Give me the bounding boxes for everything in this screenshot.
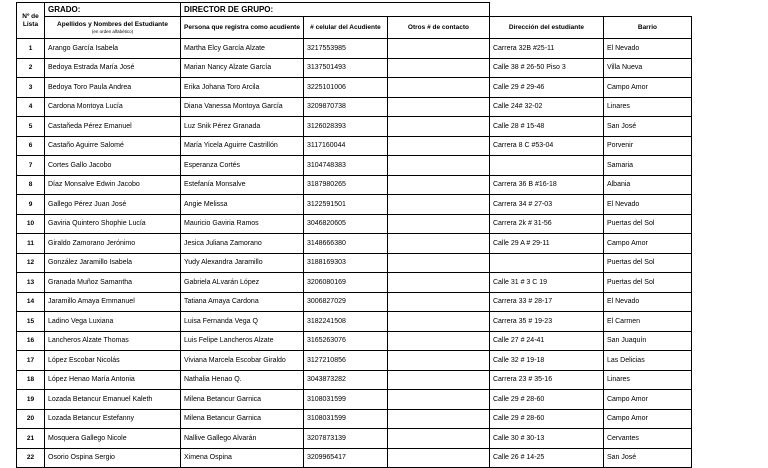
guardian-phone-cell: 3104748383 (303, 156, 387, 176)
barrio-cell: San José (603, 117, 691, 137)
student-address-cell: Calle 29 A # 29-11 (489, 234, 603, 254)
guardian-phone-cell: 3188169303 (303, 253, 387, 273)
guardian-name-cell: Nallive Gallego Alvarán (181, 429, 304, 449)
table-row (17, 97, 692, 117)
list-number-cell: 17 (17, 351, 45, 371)
table-row (17, 253, 692, 273)
top-blank (489, 3, 691, 17)
table-row (17, 351, 692, 371)
student-address-cell: Carrera 32B #25-11 (489, 39, 603, 59)
student-address-cell: Carrera 8 C #53-04 (489, 136, 603, 156)
student-name-cell: Ladino Vega Luxiana (45, 312, 181, 332)
list-number-cell: 1 (17, 39, 45, 59)
guardian-name-cell: Yudy Alexandra Jaramillo (181, 253, 304, 273)
other-contact-header: Otros # de contacto (387, 17, 489, 39)
list-number-cell: 21 (17, 429, 45, 449)
guardian-name-cell: Angie Melissa (181, 195, 304, 215)
guardian-name-cell: Luisa Fernanda Vega Q (181, 312, 304, 332)
student-name-cell: Castañeda Pérez Emanuel (45, 117, 181, 137)
other-contact-cell (387, 97, 489, 117)
student-address-cell: Carrera 2k # 31-56 (489, 214, 603, 234)
guardian-name-cell: Luis Felipe Lancheros Alzate (181, 331, 304, 351)
class-list-table (16, 2, 692, 468)
barrio-cell: Las Delicias (603, 351, 691, 371)
list-number-cell: 12 (17, 253, 45, 273)
guardian-phone-cell: 3187980265 (303, 175, 387, 195)
barrio-cell: Puertas del Sol (603, 253, 691, 273)
table-row (17, 409, 692, 429)
other-contact-cell (387, 390, 489, 410)
guardian-name-cell: Milena Betancur Garnica (181, 409, 304, 429)
other-contact-cell (387, 351, 489, 371)
guardian-phone-cell: 3122591501 (303, 195, 387, 215)
guardian-phone-cell: 3108031599 (303, 409, 387, 429)
guardian-phone-cell: 3217553985 (303, 39, 387, 59)
student-name-cell: Castaño Aguirre Salomé (45, 136, 181, 156)
student-name-cell: Bedoya Estrada María José (45, 58, 181, 78)
guardian-phone-cell: 3117160044 (303, 136, 387, 156)
guardian-phone-cell: 3137501493 (303, 58, 387, 78)
barrio-cell: El Nevado (603, 195, 691, 215)
guardian-name-cell: Diana Vanessa Montoya García (181, 97, 304, 117)
student-address-cell: Calle 29 # 28-60 (489, 409, 603, 429)
student-name-cell: Gaviria Quintero Shophie Lucía (45, 214, 181, 234)
guardian-name-cell: Tatiana Amaya Cardona (181, 292, 304, 312)
student-address-cell: Carrera 33 # 28-17 (489, 292, 603, 312)
barrio-cell: Campo Amor (603, 409, 691, 429)
class-list-sheet (16, 2, 692, 468)
barrio-cell: Campo Amor (603, 390, 691, 410)
guardian-header: Persona que registra como acudiente (181, 17, 304, 39)
other-contact-cell (387, 448, 489, 468)
guardian-phone-cell: 3209965417 (303, 448, 387, 468)
student-address-cell: Calle 28 # 15-48 (489, 117, 603, 137)
barrio-cell: Samaria (603, 156, 691, 176)
list-number-cell: 6 (17, 136, 45, 156)
student-name-cell: Lancheros Alzate Thomas (45, 331, 181, 351)
guardian-name-cell: Nathalia Henao Q. (181, 370, 304, 390)
header-top-row (17, 3, 692, 17)
list-number-cell: 4 (17, 97, 45, 117)
guardian-name-cell: Ximena Ospina (181, 448, 304, 468)
other-contact-cell (387, 429, 489, 449)
other-contact-cell (387, 214, 489, 234)
student-address-cell: Calle 29 # 28-60 (489, 390, 603, 410)
student-address-cell: Calle 31 # 3 C 19 (489, 273, 603, 293)
other-contact-cell (387, 195, 489, 215)
list-number-cell: 15 (17, 312, 45, 332)
guardian-phone-cell: 3006827029 (303, 292, 387, 312)
barrio-cell: Campo Amor (603, 234, 691, 254)
list-number-cell: 3 (17, 78, 45, 98)
other-contact-cell (387, 312, 489, 332)
barrio-cell: Linares (603, 97, 691, 117)
list-number-cell: 18 (17, 370, 45, 390)
list-number-cell: 16 (17, 331, 45, 351)
guardian-name-cell: Gabriela ALvarán López (181, 273, 304, 293)
guardian-name-cell: Luz Snik Pérez Granada (181, 117, 304, 137)
list-number-cell: 11 (17, 234, 45, 254)
list-number-cell: 19 (17, 390, 45, 410)
barrio-header: Barrio (603, 17, 691, 39)
student-address-cell: Carrera 35 # 19-23 (489, 312, 603, 332)
list-number-cell: 13 (17, 273, 45, 293)
student-address-cell: Calle 24# 32-02 (489, 97, 603, 117)
student-address-cell: Calle 29 # 29-46 (489, 78, 603, 98)
other-contact-cell (387, 175, 489, 195)
table-row (17, 312, 692, 332)
column-header-row (17, 17, 692, 39)
student-header (45, 17, 181, 39)
other-contact-cell (387, 273, 489, 293)
guardian-phone-cell: 3182241508 (303, 312, 387, 332)
student-name-cell: Arango García Isabela (45, 39, 181, 59)
table-row (17, 58, 692, 78)
list-number-cell: 10 (17, 214, 45, 234)
guardian-phone-cell: 3126028393 (303, 117, 387, 137)
student-name-cell: Cortes Gallo Jacobo (45, 156, 181, 176)
other-contact-cell (387, 78, 489, 98)
barrio-cell: Villa Nueva (603, 58, 691, 78)
list-number-cell: 9 (17, 195, 45, 215)
guardian-phone-cell: 3148666380 (303, 234, 387, 254)
guardian-phone-cell: 3207873139 (303, 429, 387, 449)
student-header-note: (en orden alfabético) (91, 28, 134, 34)
student-address-cell: Calle 26 # 14-25 (489, 448, 603, 468)
barrio-cell: Puertas del Sol (603, 273, 691, 293)
barrio-cell: Puertas del Sol (603, 214, 691, 234)
barrio-cell: El Carmen (603, 312, 691, 332)
barrio-cell: Campo Amor (603, 78, 691, 98)
barrio-cell: Linares (603, 370, 691, 390)
guardian-phone-cell: 3108031599 (303, 390, 387, 410)
student-address-cell: Calle 30 # 30-13 (489, 429, 603, 449)
student-name-cell: Jaramillo Amaya Emmanuel (45, 292, 181, 312)
student-address-cell (489, 253, 603, 273)
other-contact-cell (387, 292, 489, 312)
table-row (17, 175, 692, 195)
student-name-cell: Mosquera Gallego Nicole (45, 429, 181, 449)
table-row (17, 331, 692, 351)
student-address-cell: Calle 32 # 19-18 (489, 351, 603, 371)
table-row (17, 156, 692, 176)
guardian-name-cell: Martha Elcy García Alzate (181, 39, 304, 59)
other-contact-cell (387, 136, 489, 156)
table-row (17, 429, 692, 449)
barrio-cell: El Nevado (603, 39, 691, 59)
list-number-cell: 20 (17, 409, 45, 429)
other-contact-cell (387, 234, 489, 254)
phone-header: # celular del Acudiente (303, 17, 387, 39)
guardian-name-cell: Estefanía Monsalve (181, 175, 304, 195)
guardian-name-cell: María Yicela Aguirre Castrillón (181, 136, 304, 156)
guardian-phone-cell: 3127210856 (303, 351, 387, 371)
barrio-cell: Albania (603, 175, 691, 195)
table-row (17, 273, 692, 293)
table-row (17, 390, 692, 410)
guardian-name-cell: Mauricio Gaviria Ramos (181, 214, 304, 234)
other-contact-cell (387, 117, 489, 137)
table-row (17, 234, 692, 254)
other-contact-cell (387, 58, 489, 78)
student-name-cell: Osorio Ospina Sergio (45, 448, 181, 468)
guardian-phone-cell: 3165263076 (303, 331, 387, 351)
student-address-cell: Carrera 23 # 35-16 (489, 370, 603, 390)
student-name-cell: González Jaramillo Isabela (45, 253, 181, 273)
barrio-cell: Cervantes (603, 429, 691, 449)
student-name-cell: Bedoya Toro Paula Andrea (45, 78, 181, 98)
student-name-cell: Cardona Montoya Lucía (45, 97, 181, 117)
student-address-cell: Carrera 34 # 27-03 (489, 195, 603, 215)
table-row (17, 195, 692, 215)
student-name-cell: Granada Muñoz Samantha (45, 273, 181, 293)
table-row (17, 292, 692, 312)
student-name-cell: López Henao María Antonia (45, 370, 181, 390)
table-row (17, 448, 692, 468)
barrio-cell: San Juaquín (603, 331, 691, 351)
other-contact-cell (387, 370, 489, 390)
grado-label: GRADO: (45, 3, 181, 17)
other-contact-cell (387, 156, 489, 176)
student-header-label: Apellidos y Nombres del Estudiante (57, 20, 168, 28)
other-contact-cell (387, 331, 489, 351)
address-header: Dirección del estudiante (489, 17, 603, 39)
list-number-cell: 7 (17, 156, 45, 176)
student-address-cell (489, 156, 603, 176)
student-address-cell: Calle 38 # 26-50 Piso 3 (489, 58, 603, 78)
other-contact-cell (387, 409, 489, 429)
lista-header: Nº de Lista (17, 3, 45, 39)
student-name-cell: Lozada Betancur Emanuel Kaleth (45, 390, 181, 410)
student-name-cell: Gallego Pérez Juan José (45, 195, 181, 215)
guardian-name-cell: Viviana Marcela Escobar Giraldo (181, 351, 304, 371)
guardian-phone-cell: 3225101006 (303, 78, 387, 98)
student-name-cell: López Escobar Nicolás (45, 351, 181, 371)
other-contact-cell (387, 253, 489, 273)
barrio-cell: El Nevado (603, 292, 691, 312)
table-row (17, 136, 692, 156)
list-number-cell: 8 (17, 175, 45, 195)
list-number-cell: 2 (17, 58, 45, 78)
student-name-cell: Díaz Monsalve Edwin Jacobo (45, 175, 181, 195)
list-number-cell: 5 (17, 117, 45, 137)
guardian-name-cell: Marian Nancy Alzate García (181, 58, 304, 78)
table-row (17, 214, 692, 234)
guardian-name-cell: Jesica Juliana Zamorano (181, 234, 304, 254)
guardian-phone-cell: 3206080169 (303, 273, 387, 293)
table-row (17, 117, 692, 137)
barrio-cell: Porvenir (603, 136, 691, 156)
student-name-cell: Giraldo Zamorano Jerónimo (45, 234, 181, 254)
guardian-name-cell: Erika Johana Toro Arcila (181, 78, 304, 98)
list-number-cell: 22 (17, 448, 45, 468)
director-label: DIRECTOR DE GRUPO: (181, 3, 490, 17)
student-address-cell: Carrera 36 B #16-18 (489, 175, 603, 195)
other-contact-cell (387, 39, 489, 59)
table-row (17, 39, 692, 59)
guardian-name-cell: Milena Betancur Garnica (181, 390, 304, 410)
barrio-cell: San José (603, 448, 691, 468)
student-name-cell: Lozada Betancur Estefanny (45, 409, 181, 429)
table-row (17, 370, 692, 390)
guardian-phone-cell: 3209870738 (303, 97, 387, 117)
guardian-phone-cell: 3043873282 (303, 370, 387, 390)
student-address-cell: Calle 27 # 24-41 (489, 331, 603, 351)
guardian-name-cell: Esperanza Cortés (181, 156, 304, 176)
list-number-cell: 14 (17, 292, 45, 312)
table-row (17, 78, 692, 98)
guardian-phone-cell: 3046820605 (303, 214, 387, 234)
